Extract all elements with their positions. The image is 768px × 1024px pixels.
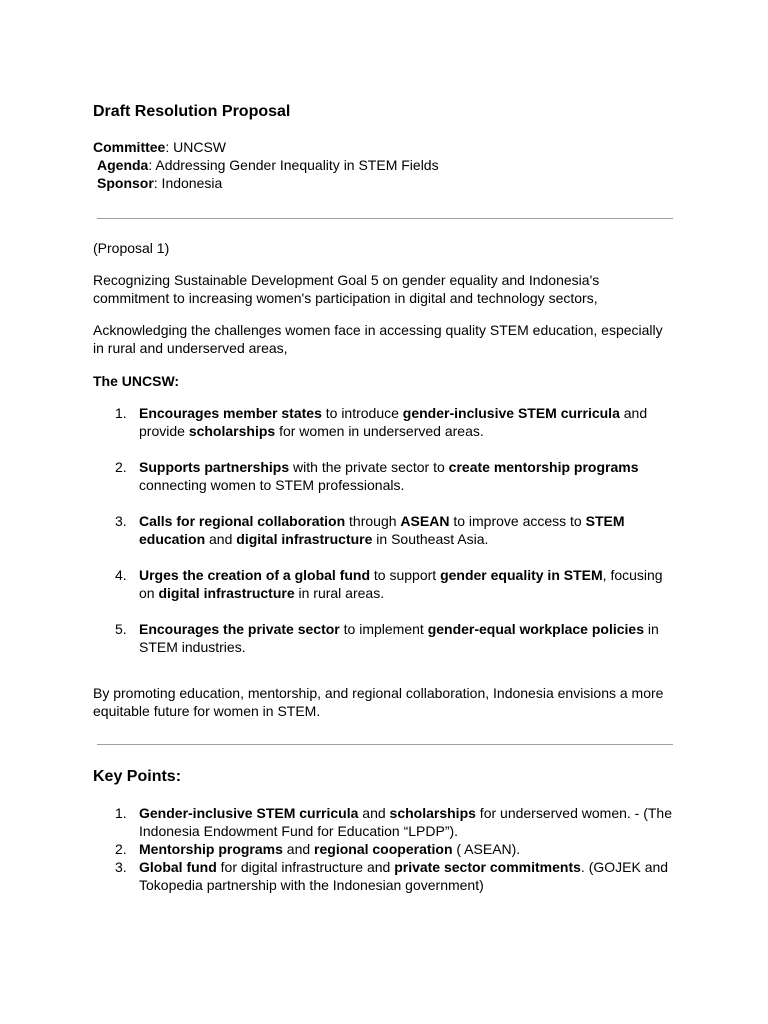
operative-clause-bold-text: ASEAN	[400, 513, 450, 529]
committee-label: Committee	[93, 139, 166, 155]
key-point-item-bold-text: Mentorship programs	[139, 841, 283, 857]
operative-clause-bold-text: Calls for regional collaboration	[139, 513, 346, 529]
committee-value: : UNCSW	[165, 139, 227, 155]
operative-clause-text: to implement	[339, 621, 428, 637]
operative-clause-text: in Southeast Asia.	[372, 531, 489, 547]
key-point-item-text: and	[358, 805, 390, 821]
operative-clause-text: and	[205, 531, 237, 547]
operative-clause-text: to improve access to	[449, 513, 586, 529]
key-point-item-text: for digital infrastructure and	[216, 859, 395, 875]
sponsor-label: Sponsor	[97, 175, 154, 191]
operative-clause	[93, 404, 673, 440]
preamble-acknowledging: Acknowledging the challenges women face in accessing quality STEM education, especially in rural and underserved areas,	[93, 322, 663, 356]
document-title: Draft Resolution Proposal	[93, 103, 291, 120]
key-point-item-number: 2.	[115, 841, 127, 857]
key-point-item-bold-text: private sector commitments	[394, 859, 581, 875]
operative-clause-number: 5.	[115, 621, 127, 637]
operative-clause-bold-text: Encourages the private sector	[139, 621, 340, 637]
operative-clause-text: and provide	[139, 405, 648, 439]
key-point-item-text: ( ASEAN).	[452, 841, 521, 857]
key-point-item-bold-text: scholarships	[389, 805, 476, 821]
operative-clause-text: in rural areas.	[294, 585, 385, 601]
operative-clause-bold-text: STEM education	[139, 513, 625, 547]
key-point-item-text: for underserved women. - (The Indonesia Endowment Fund for Education “LPDP”).	[139, 805, 673, 839]
operative-clause-number: 4.	[115, 567, 127, 583]
sponsor-line	[97, 174, 222, 192]
divider-top	[97, 218, 673, 219]
operative-clause-text: for women in underserved areas.	[275, 423, 484, 439]
agenda-label: Agenda	[97, 157, 149, 173]
operative-clause-bold-text: create mentorship programs	[448, 459, 639, 475]
key-point-item-number: 3.	[115, 859, 127, 875]
operative-clause-bold-text: Urges the creation of a global fund	[139, 567, 371, 583]
sponsor-value: : Indonesia	[153, 175, 223, 191]
operative-clause-text: to support	[370, 567, 441, 583]
key-point-item-text: and	[282, 841, 315, 857]
operative-clause-number: 2.	[115, 459, 127, 475]
operative-clause-bold-text: scholarships	[188, 423, 276, 439]
operative-clause-bold-text: digital infrastructure	[158, 585, 295, 601]
key-point-item-bold-text: Gender-inclusive STEM curricula	[139, 805, 359, 821]
key-point-item	[93, 858, 673, 894]
key-points-list	[93, 804, 673, 894]
key-point-item	[93, 840, 673, 858]
operative-clause-bold-text: gender equality in STEM	[440, 567, 603, 583]
operative-clause-text: in STEM industries.	[139, 621, 659, 655]
body-heading: The UNCSW:	[93, 373, 180, 389]
operative-clause-bold-text: gender-equal workplace policies	[427, 621, 644, 637]
closing-paragraph: By promoting education, mentorship, and regional collaboration, Indonesia envisions a more equitable future for women in STEM.	[93, 685, 664, 719]
operative-clause	[93, 458, 673, 494]
operative-clause-bold-text: Supports partnerships	[139, 459, 290, 475]
operative-clause-number: 1.	[115, 405, 127, 421]
agenda-line	[97, 156, 439, 174]
operative-clause-text: to introduce	[321, 405, 403, 421]
operative-clause-bold-text: digital infrastructure	[236, 531, 373, 547]
operative-clause-text: connecting women to STEM professionals.	[139, 477, 405, 493]
preamble-recognizing: Recognizing Sustainable Development Goal 5 on gender equality and Indonesia's commitment to increasing women's participation in digital and technology sectors,	[93, 272, 600, 306]
operative-clause	[93, 620, 673, 656]
key-point-item-number: 1.	[115, 805, 127, 821]
operative-clause	[93, 566, 673, 602]
operative-clause-bold-text: Encourages member states	[139, 405, 322, 421]
operative-clause-text: with the private sector to	[289, 459, 449, 475]
key-point-item	[93, 804, 673, 840]
operative-clause-bold-text: gender-inclusive STEM curricula	[402, 405, 620, 421]
key-point-item-text: . (GOJEK and Tokopedia partnership with the Indonesian government)	[139, 859, 669, 893]
key-point-item-bold-text: Global fund	[139, 859, 217, 875]
operative-clause	[93, 512, 673, 548]
agenda-value: : Addressing Gender Inequality in STEM Fields	[148, 157, 439, 173]
key-points-heading: Key Points:	[93, 768, 182, 785]
operative-clause-number: 3.	[115, 513, 127, 529]
key-point-item-bold-text: regional cooperation	[314, 841, 453, 857]
operative-clauses-list	[93, 404, 673, 674]
committee-line	[93, 138, 226, 156]
proposal-label: (Proposal 1)	[93, 240, 170, 256]
operative-clause-text: through	[345, 513, 401, 529]
divider-bottom	[97, 744, 673, 745]
operative-clause-text: , focusing on	[139, 567, 663, 601]
